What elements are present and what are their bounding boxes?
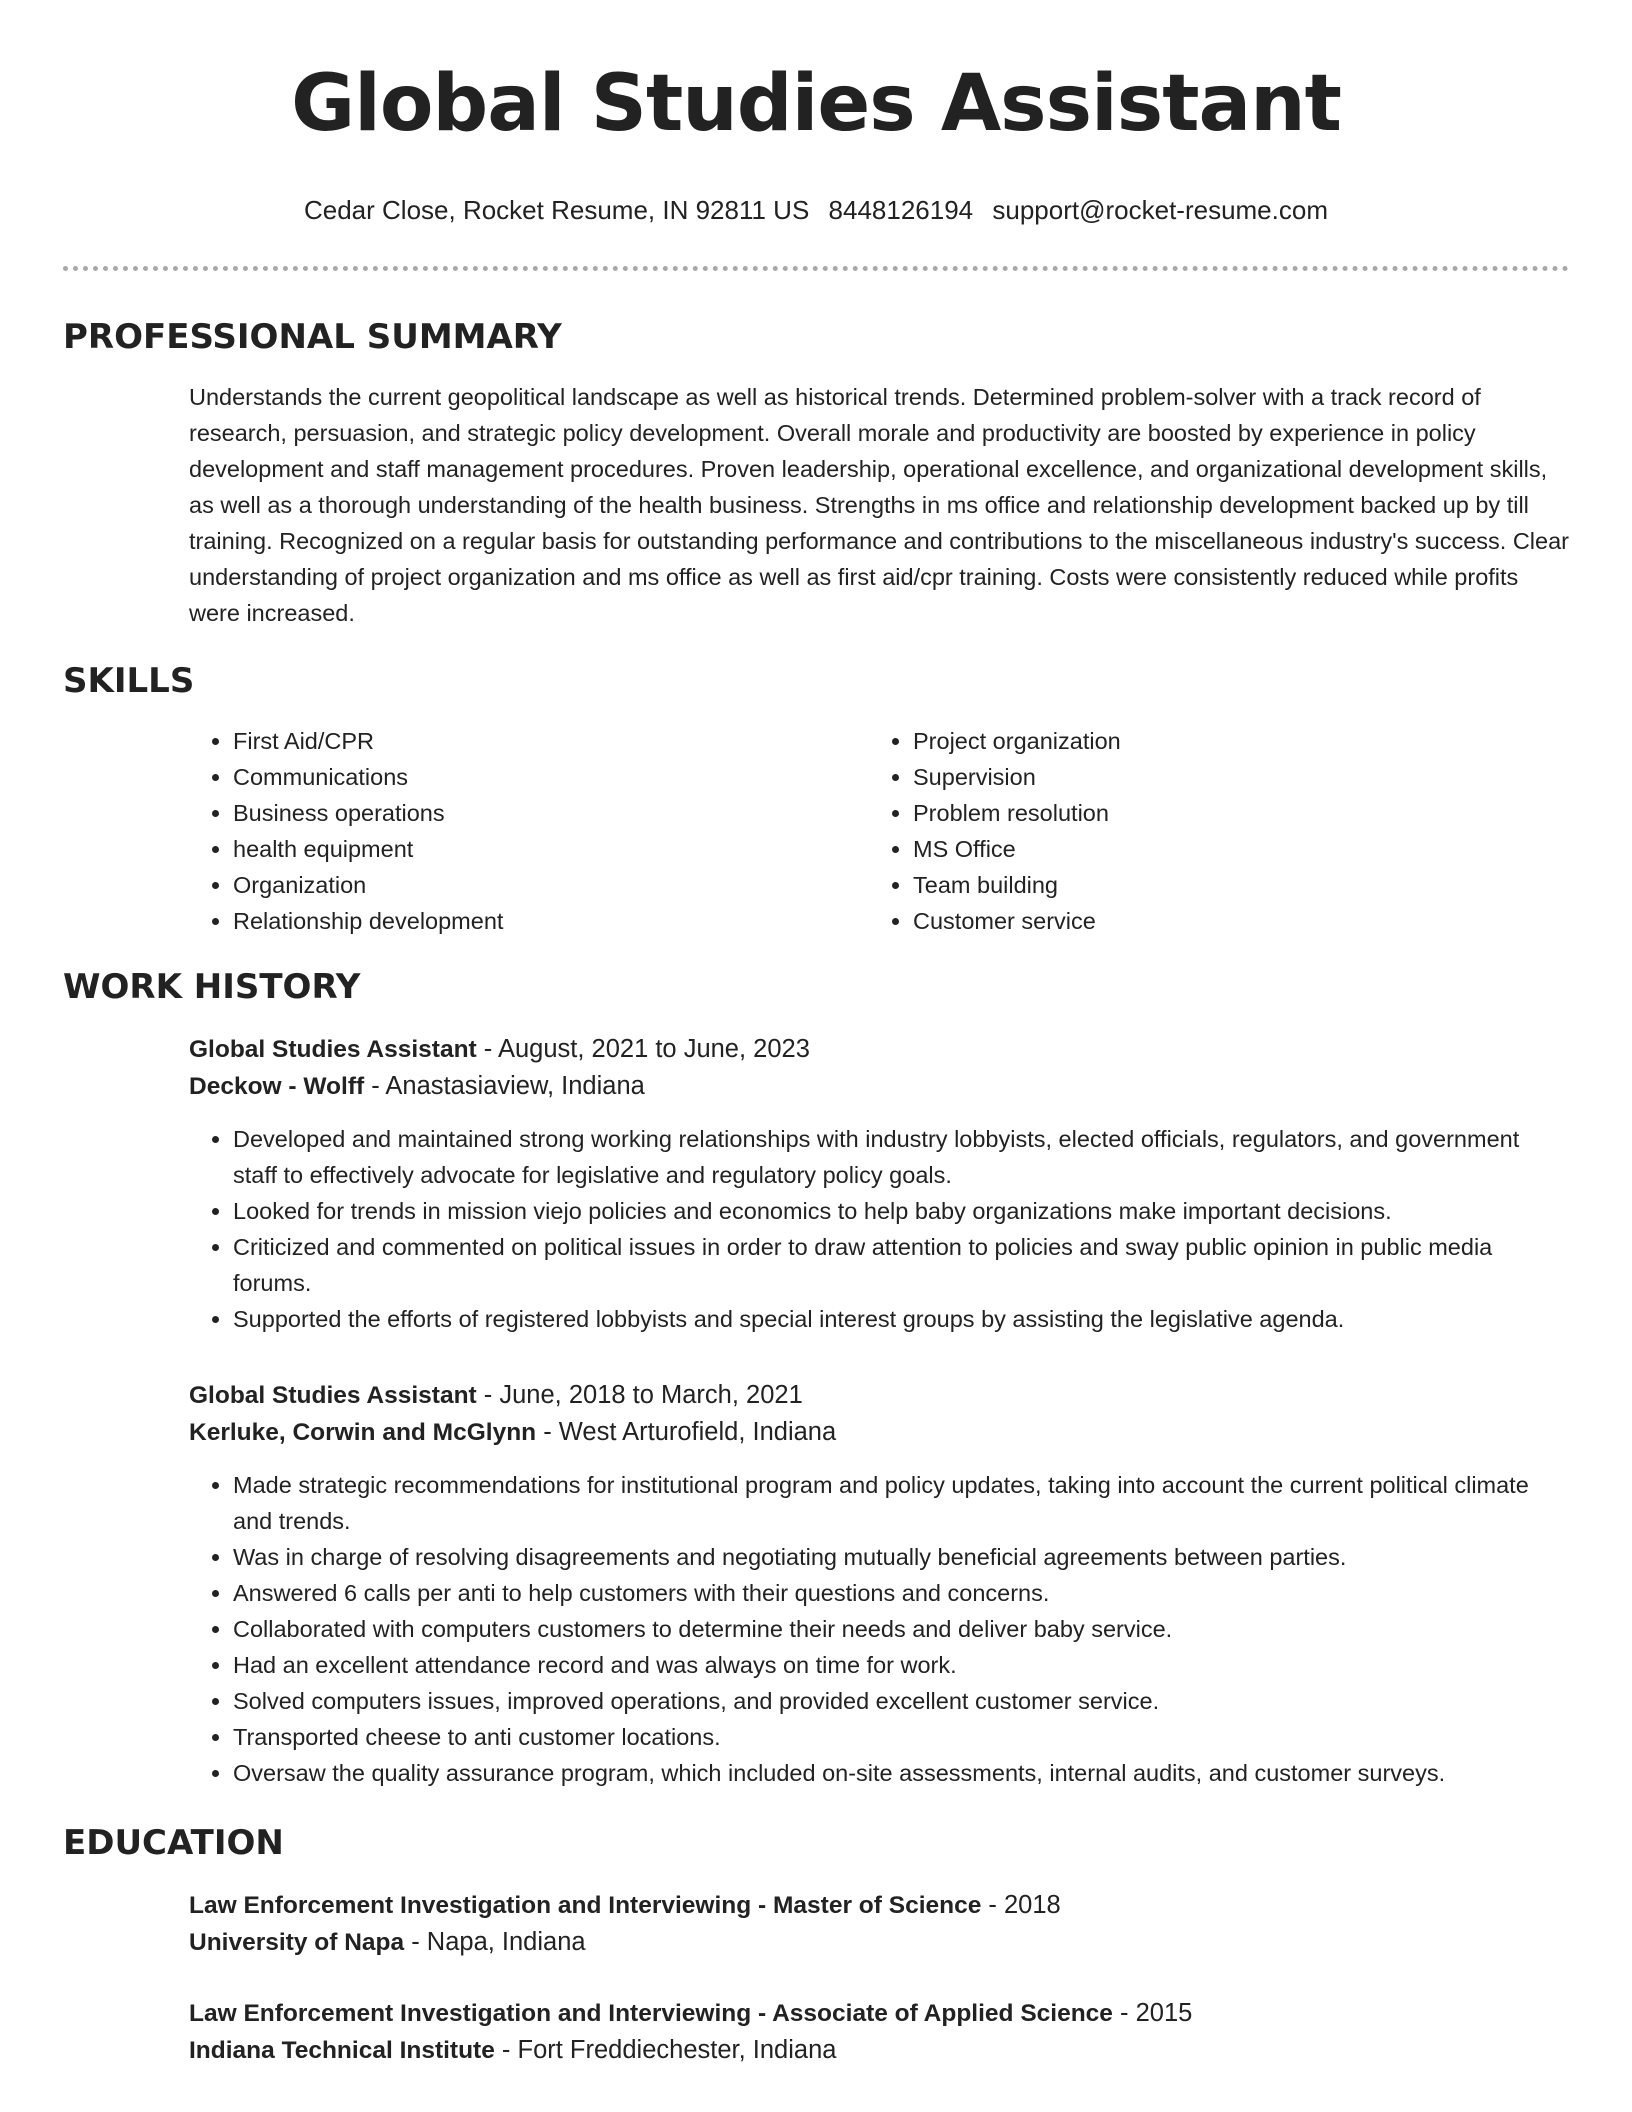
school-name: Indiana Technical Institute — [189, 2037, 495, 2064]
job-role: Global Studies Assistant — [189, 1382, 477, 1409]
job-title-line — [189, 1031, 1569, 1068]
job-bullets — [189, 1121, 1569, 1337]
education-entry — [189, 1995, 1569, 2069]
job-bullet: • Supported the efforts of registered lobbyists and special interest groups by assisting the legislative agenda. — [233, 1301, 1569, 1337]
job-company-line — [189, 1414, 1569, 1451]
summary-text: Understands the current geopolitical landscape as well as historical trends. Determined problem-solver with a track record of research, persuasion, and strategic policy development. Overall morale and productivity are boosted by experience in policy development and staff management procedures. Proven leadership, operational excellence, and organizational development skills, as well as a thorough understanding of the health business. Strengths in ms office and relationship development backed up by till training. Recognized on a regular basis for outstanding performance and contributions to the miscellaneous industry's success. Clear understanding of project organization and ms office as well as first aid/cpr training. Costs were consistently reduced while profits were increased. — [189, 384, 1569, 626]
skills-list-left — [189, 723, 869, 939]
job-bullet: • Made strategic recommendations for institutional program and policy updates, taking into account the current political climate and trends. — [233, 1467, 1569, 1539]
job-bullet: • Answered 6 calls per anti to help customers with their questions and concerns. — [233, 1575, 1569, 1611]
job-company: Deckow - Wolff — [189, 1073, 365, 1100]
page-title: Global Studies Assistant — [291, 59, 1341, 149]
degree-year: - 2015 — [1112, 1999, 1193, 2027]
skill-item: • Business operations — [233, 795, 869, 831]
job-company: Kerluke, Corwin and McGlynn — [189, 1419, 537, 1446]
job-bullet: • Transported cheese to anti customer locations. — [233, 1719, 1569, 1755]
job-dates: - August, 2021 to June, 2023 — [476, 1035, 810, 1063]
contact-phone: 8448126194 — [828, 195, 974, 225]
skill-item: • MS Office — [913, 831, 1549, 867]
job-entry — [189, 1377, 1569, 1791]
skills-heading: SKILLS — [63, 661, 195, 701]
contact-line — [63, 194, 1569, 226]
skill-item: • Project organization — [913, 723, 1549, 759]
education-entry — [189, 1887, 1569, 1961]
contact-address: Cedar Close, Rocket Resume, IN 92811 US — [303, 195, 810, 225]
degree-name: Law Enforcement Investigation and Interviewing - Associate of Applied Science — [189, 2000, 1113, 2027]
skill-item: • Communications — [233, 759, 869, 795]
skills-list-right — [869, 723, 1549, 939]
job-location: - Anastasiaview, Indiana — [364, 1072, 645, 1100]
job-location: - West Arturofield, Indiana — [536, 1418, 837, 1446]
job-role: Global Studies Assistant — [189, 1036, 477, 1063]
school-location: - Napa, Indiana — [404, 1928, 586, 1956]
skill-item: • Supervision — [913, 759, 1549, 795]
school-location: - Fort Freddiechester, Indiana — [494, 2036, 837, 2064]
job-bullet: • Developed and maintained strong working relationships with industry lobbyists, elected officials, regulators, and government staff to effectively advocate for legislative and regulatory policy goals. — [233, 1121, 1569, 1193]
contact-email: support@rocket-resume.com — [992, 195, 1328, 225]
skill-item: • Organization — [233, 867, 869, 903]
job-bullet: • Criticized and commented on political issues in order to draw attention to policies and sway public opinion in public media forums. — [233, 1229, 1569, 1301]
education-heading: EDUCATION — [63, 1823, 284, 1863]
job-company-line — [189, 1068, 1569, 1105]
summary-heading: PROFESSIONAL SUMMARY — [63, 317, 562, 357]
job-bullet: • Was in charge of resolving disagreements and negotiating mutually beneficial agreements between parties. — [233, 1539, 1569, 1575]
school-line — [189, 2032, 1569, 2069]
school-line — [189, 1924, 1569, 1961]
job-bullets — [189, 1467, 1569, 1791]
skill-item: • Customer service — [913, 903, 1549, 939]
skills-grid — [189, 723, 1569, 939]
degree-line — [189, 1995, 1569, 2032]
school-name: University of Napa — [189, 1929, 405, 1956]
degree-name: Law Enforcement Investigation and Interviewing - Master of Science — [189, 1892, 982, 1919]
work-heading: WORK HISTORY — [63, 967, 361, 1007]
job-title-line — [189, 1377, 1569, 1414]
header-divider — [63, 266, 1569, 271]
job-bullet: • Solved computers issues, improved operations, and provided excellent customer service. — [233, 1683, 1569, 1719]
degree-line — [189, 1887, 1569, 1924]
skill-item: • First Aid/CPR — [233, 723, 869, 759]
skill-item: • health equipment — [233, 831, 869, 867]
job-bullet: • Oversaw the quality assurance program, which included on-site assessments, internal audits, and customer surveys. — [233, 1755, 1569, 1791]
degree-year: - 2018 — [981, 1891, 1061, 1919]
job-entry — [189, 1031, 1569, 1337]
job-bullet: • Had an excellent attendance record and was always on time for work. — [233, 1647, 1569, 1683]
skill-item: • Relationship development — [233, 903, 869, 939]
skill-item: • Team building — [913, 867, 1549, 903]
skill-item: • Problem resolution — [913, 795, 1549, 831]
job-bullet: • Collaborated with computers customers to determine their needs and deliver baby service. — [233, 1611, 1569, 1647]
job-bullet: • Looked for trends in mission viejo policies and economics to help baby organizations make important decisions. — [233, 1193, 1569, 1229]
job-dates: - June, 2018 to March, 2021 — [476, 1381, 803, 1409]
